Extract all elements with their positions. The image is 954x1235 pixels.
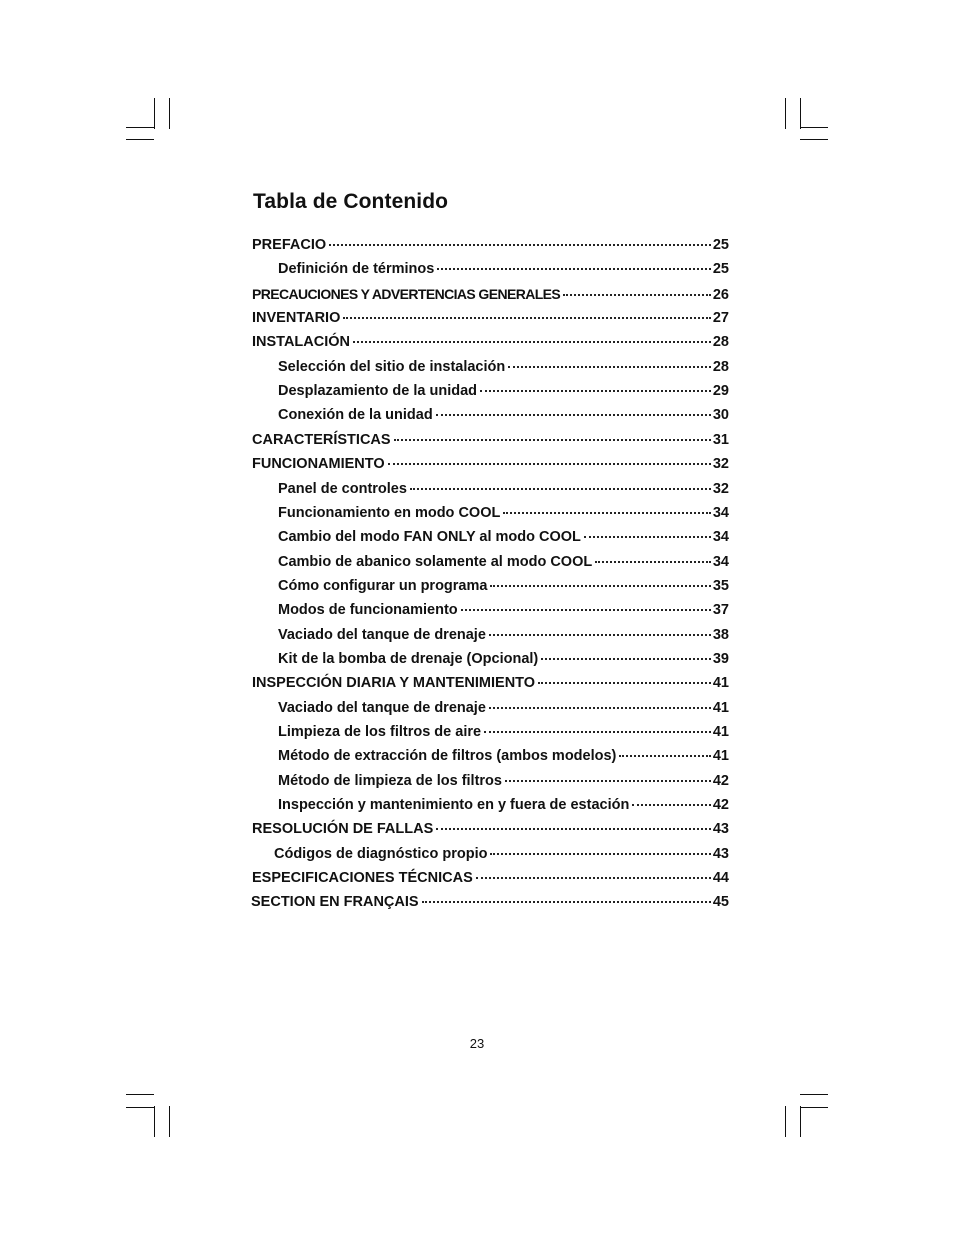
dot-leader	[508, 366, 711, 368]
dot-leader	[490, 853, 710, 855]
toc-entry-page: 34	[712, 504, 729, 521]
toc-entry-page: 43	[712, 845, 729, 862]
toc-entry	[252, 817, 729, 841]
toc-entry-page: 27	[712, 310, 729, 327]
toc-entry-label: Códigos de diagnóstico propio	[274, 845, 488, 862]
dot-leader	[538, 682, 711, 684]
dot-leader	[480, 390, 711, 392]
dot-leader	[422, 901, 711, 903]
toc-entry	[278, 379, 729, 403]
toc-entry-label: Cambio del modo FAN ONLY al modo COOL	[278, 529, 581, 546]
toc-entry-label: PRECAUCIONES Y ADVERTENCIAS GENERALES	[252, 285, 561, 302]
toc-entry-label: ESPECIFICACIONES TÉCNICAS	[252, 870, 473, 887]
dot-leader	[394, 439, 711, 441]
toc-entry-page: 38	[712, 626, 729, 643]
toc-entry	[278, 769, 729, 793]
toc-entry	[278, 257, 729, 281]
toc-entry-label: Funcionamiento en modo COOL	[278, 504, 501, 521]
toc-entry	[274, 842, 729, 866]
dot-leader	[353, 341, 711, 343]
toc-entry-page: 31	[712, 431, 729, 448]
toc-entry-label: Desplazamiento de la unidad	[278, 383, 478, 400]
toc-entry-label: INVENTARIO	[252, 310, 341, 327]
toc-entry-label: PREFACIO	[252, 237, 327, 253]
toc-entry-page: 41	[712, 724, 729, 740]
toc-entry	[278, 720, 729, 744]
toc-entry	[278, 501, 729, 525]
dot-leader	[437, 268, 711, 270]
dot-leader	[541, 658, 711, 660]
toc-entry	[252, 428, 729, 452]
toc-entry	[278, 574, 729, 598]
toc-entry-label: Inspección y mantenimiento en y fuera de estación	[278, 797, 630, 814]
toc-entry	[252, 866, 729, 890]
toc-entry-label: Vaciado del tanque de drenaje	[278, 699, 486, 716]
toc-entry-page: 30	[712, 407, 729, 424]
toc-entry	[278, 598, 729, 622]
toc-entry-page: 32	[712, 456, 729, 473]
toc-entry-page: 25	[712, 237, 729, 253]
toc-entry	[251, 890, 729, 914]
dot-leader	[343, 317, 711, 319]
toc-entry	[252, 671, 729, 695]
toc-entry-page: 35	[712, 577, 729, 594]
toc-entry	[278, 793, 729, 817]
toc-entry-label: RESOLUCIÓN DE FALLAS	[252, 821, 434, 838]
toc-entry-page: 28	[712, 334, 729, 351]
dot-leader	[584, 536, 711, 538]
page-number: 23	[469, 1036, 485, 1051]
toc-entry	[278, 550, 729, 574]
toc-entry	[278, 477, 729, 501]
toc-entry	[252, 306, 729, 330]
toc-entry-label: Cambio de abanico solamente al modo COOL	[278, 553, 593, 570]
dot-leader	[436, 414, 711, 416]
toc-entry	[278, 623, 729, 647]
dot-leader	[505, 780, 711, 782]
dot-leader	[484, 731, 711, 733]
toc-entry-label: Modos de funcionamiento	[278, 602, 458, 619]
toc-entry-page: 41	[712, 748, 729, 765]
toc-entry-label: CARACTERÍSTICAS	[252, 431, 391, 448]
toc-entry-label: INSPECCIÓN DIARIA Y MANTENIMIENTO	[252, 675, 536, 692]
dot-leader	[489, 634, 711, 636]
toc-entry-page: 34	[712, 529, 729, 546]
toc-entry-label: Panel de controles	[278, 480, 407, 497]
toc-entry-label: Vaciado del tanque de drenaje	[278, 626, 486, 643]
toc-entry-page: 42	[712, 772, 729, 789]
dot-leader	[632, 804, 711, 806]
dot-leader	[563, 294, 711, 296]
toc-entry-label: SECTION EN FRANÇAIS	[251, 894, 419, 911]
dot-leader	[388, 463, 711, 465]
toc-entry-page: 42	[712, 797, 729, 814]
toc-entry-label: Método de limpieza de los filtros	[278, 772, 502, 789]
toc-entry-label: Conexión de la unidad	[278, 407, 433, 424]
dot-leader	[461, 609, 711, 611]
toc-entry	[278, 525, 729, 549]
page-title: Tabla de Contenido	[253, 190, 449, 213]
toc-entry-page: 32	[712, 480, 729, 497]
toc-entry-label: Definición de términos	[278, 261, 435, 278]
toc-entry	[278, 403, 729, 427]
toc-entry-label: Kit de la bomba de drenaje (Opcional)	[278, 650, 539, 667]
dot-leader	[476, 877, 711, 879]
toc-entry-page: 44	[712, 870, 729, 887]
toc-entry-label: Limpieza de los filtros de aire	[278, 724, 482, 740]
toc-entry-page: 26	[712, 286, 729, 303]
toc-entry-page: 41	[712, 675, 729, 692]
toc-entry-page: 34	[712, 553, 729, 570]
toc-entry-label: Selección del sitio de instalación	[278, 358, 506, 375]
toc-entry-page: 28	[712, 358, 729, 375]
toc-entry	[252, 452, 729, 476]
dot-leader	[490, 585, 710, 587]
toc-entry	[278, 355, 729, 379]
dot-leader	[489, 707, 711, 709]
toc-entry-page: 45	[712, 894, 729, 911]
toc-entry-page: 39	[712, 650, 729, 667]
dot-leader	[410, 488, 711, 490]
toc-entry-page: 41	[712, 699, 729, 716]
toc-entry-label: Cómo configurar un programa	[278, 577, 488, 594]
toc-entry-page: 37	[712, 602, 729, 619]
toc-entry	[252, 282, 729, 306]
dot-leader	[619, 755, 710, 757]
dot-leader	[329, 244, 711, 246]
toc-entry-page: 25	[712, 261, 729, 278]
toc-entry-label: Método de extracción de filtros (ambos modelos)	[278, 748, 617, 765]
dot-leader	[595, 561, 711, 563]
toc-entry-label: INSTALACIÓN	[252, 334, 351, 351]
toc-entry	[278, 696, 729, 720]
toc-entry-label: FUNCIONAMIENTO	[252, 456, 385, 473]
toc-entry	[278, 647, 729, 671]
toc-entry	[252, 233, 729, 257]
toc-entry-page: 43	[712, 821, 729, 838]
toc-entry	[278, 744, 729, 768]
dot-leader	[503, 512, 711, 514]
dot-leader	[436, 828, 711, 830]
toc-entry	[252, 330, 729, 354]
toc-entry-page: 29	[712, 383, 729, 400]
